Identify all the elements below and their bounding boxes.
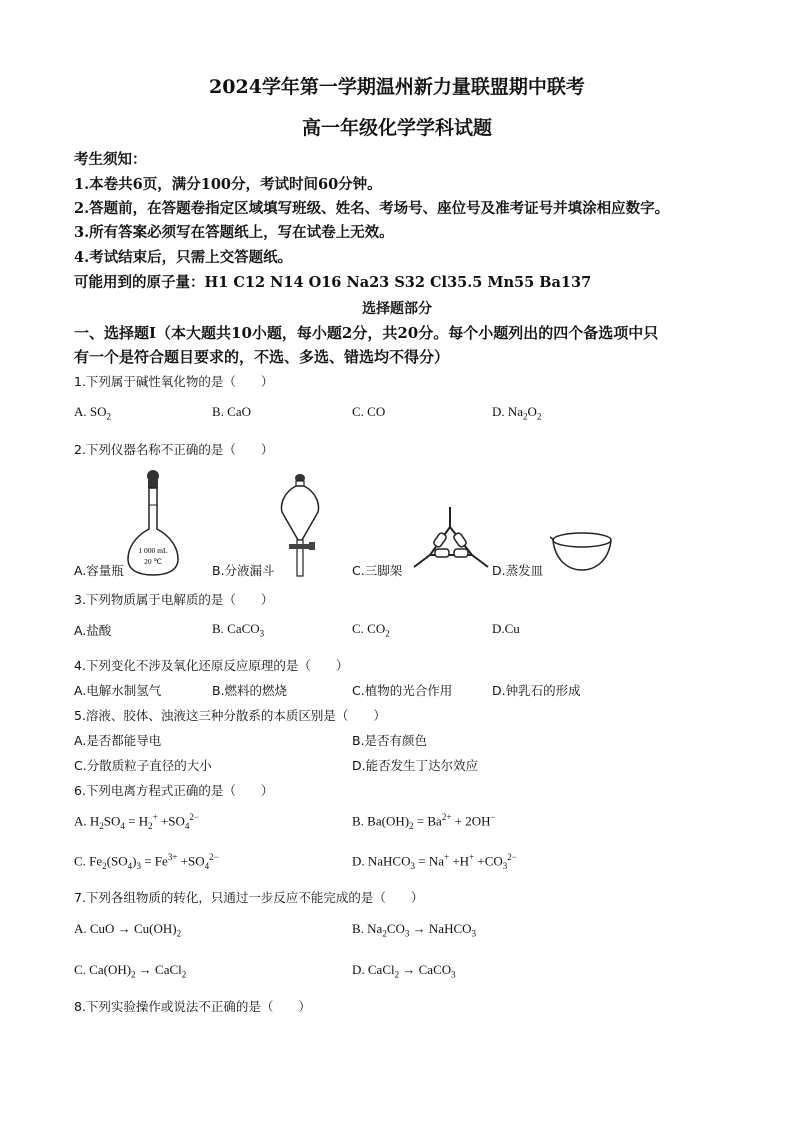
q3-option-d: D.Cu [492, 621, 520, 636]
q6-option-c: C. $Fe_2(SO_4)_3 = Fe^{3+} +SO_4^{2-}$ [74, 852, 219, 871]
notice-item-1: 1.本卷共6页，满分100分，考试时间60分钟。 [74, 176, 382, 193]
question-1-stem: 1.下列属于碱性氧化物的是（ ） [74, 374, 274, 389]
atomic-mass-line: 可能用到的原子量：H1 C12 N14 O16 Na23 S32 Cl35.5 Mn55 Ba137 [74, 274, 592, 291]
q3-option-c: C. $CO_2$ [352, 621, 390, 639]
flask-temp-label: 20 ℃ [144, 557, 162, 566]
q1-option-b: B. CaO [212, 404, 251, 419]
q2-option-c: C.三脚架 [352, 563, 403, 578]
exam-title: 2024学年第一学期温州新力量联盟期中联考 [209, 76, 585, 98]
q5-option-b: B.是否有颜色 [352, 733, 428, 748]
q3-option-b: B. CaCO$_3$ [212, 621, 265, 639]
q4-option-c: C.植物的光合作用 [352, 683, 453, 698]
q2-option-b: B.分液漏斗 [212, 563, 275, 578]
question-2-stem: 2.下列仪器名称不正确的是（ ） [74, 442, 274, 457]
q6-option-a: A. $H_2SO_4 = H_2^+ +SO_4^{2-}$ [74, 812, 199, 831]
part1-instructions-line2: 有一个是符合题目要求的，不选、多选、错选均不得分） [74, 348, 450, 366]
q7-option-b: B. $Na_2CO_3$ → NaHCO$_3$ [352, 921, 477, 939]
q6-option-b: B. $Ba(OH)_2 = Ba^{2+} + 2OH^-$ [352, 812, 496, 831]
question-5-stem: 5.溶液、胶体、浊液这三种分散系的本质区别是（ ） [74, 708, 386, 723]
question-7-stem: 7.下列各组物质的转化，只通过一步反应不能完成的是（ ） [74, 890, 424, 905]
q6-option-d: D. NaHCO$_3$ = $Na^+ +H^+ +CO_3^{2-}$ [352, 852, 517, 871]
flask-volume-label: 1 000 mL [138, 546, 168, 555]
clay-triangle-image [412, 505, 492, 573]
q1-option-c: C. CO [352, 404, 386, 419]
notice-item-3: 3.所有答案必须写在答题纸上，写在试卷上无效。 [74, 224, 394, 241]
q3-option-a: A.盐酸 [74, 623, 112, 638]
notice-heading: 考生须知： [74, 151, 147, 168]
q7-option-c: C. $Ca(OH)_2$ → CaCl$_2$ [74, 962, 187, 980]
q1-option-d: D. $Na_2O_2$ [492, 404, 542, 422]
question-3-stem: 3.下列物质属于电解质的是（ ） [74, 592, 274, 607]
q7-option-d: D. CaCl$_2$ → CaCO$_3$ [352, 962, 456, 980]
question-8-stem: 8.下列实验操作或说法不正确的是（ ） [74, 999, 311, 1014]
exam-subtitle: 高一年级化学学科试题 [301, 117, 492, 139]
question-4-stem: 4.下列变化不涉及氧化还原反应原理的是（ ） [74, 658, 349, 673]
section-label: 选择题部分 [362, 301, 432, 317]
q5-option-a: A.是否都能导电 [74, 733, 162, 748]
volumetric-flask-image [124, 467, 184, 577]
notice-item-4: 4.考试结束后，只需上交答题纸。 [74, 249, 293, 266]
q1-option-a: A. $SO_2$ [74, 404, 112, 422]
separatory-funnel-image [276, 470, 326, 578]
q4-option-a: A.电解水制氢气 [74, 683, 162, 698]
q5-option-c: C.分散质粒子直径的大小 [74, 758, 212, 773]
q4-option-d: D.钟乳石的形成 [492, 683, 581, 698]
notice-item-2: 2.答题前，在答题卷指定区域填写班级、姓名、考场号、座位号及准考证号并填涂相应数字。 [74, 200, 670, 217]
evaporating-dish-image [550, 530, 614, 574]
part1-instructions-line1: 一、选择题Ⅰ（本大题共10小题，每小题2分，共20分。每个小题列出的四个备选项中只 [74, 324, 659, 342]
q7-option-a: A. CuO → $Cu(OH)_2$ [74, 921, 182, 939]
question-6-stem: 6.下列电离方程式正确的是（ ） [74, 783, 274, 798]
q2-option-d: D.蒸发皿 [492, 563, 544, 578]
q4-option-b: B.燃料的燃烧 [212, 683, 288, 698]
q2-option-a: A.容量瓶 [74, 563, 124, 578]
q5-option-d: D.能否发生丁达尔效应 [352, 758, 479, 773]
